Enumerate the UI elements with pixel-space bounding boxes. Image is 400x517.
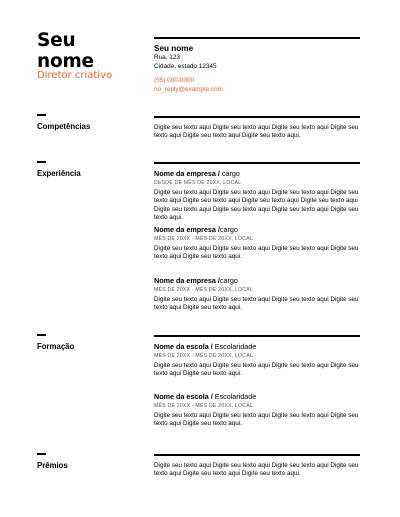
education-description: Digite seu texto aqui Digite seu texto aqui Digite seu texto aqui Digite seu texto aqui Digite seu texto aqui.	[154, 362, 359, 378]
job-entry	[154, 169, 360, 222]
job-heading: Nome da empresa /cargo	[154, 225, 238, 234]
awards-section	[154, 462, 360, 479]
education-divider	[154, 335, 360, 337]
awards-divider	[154, 454, 360, 456]
skills-marker	[37, 114, 46, 116]
education-dates: MÊS DE 20XX - MÊS DE 20XX, LOCAL	[154, 403, 253, 409]
job-company: Nome da empresa	[154, 276, 216, 285]
experience-divider	[154, 162, 360, 164]
job-heading: Nome da empresa /cargo	[154, 276, 238, 285]
contact-email[interactable]: no_reply@example.com	[154, 85, 224, 93]
job-description: Digite seu texto aqui Digite seu texto aqui Digite seu texto aqui Digite seu texto aqui Digite seu texto aqui.	[154, 296, 359, 312]
awards-title: Prêmios	[37, 461, 68, 470]
contact-name: Seu nome	[154, 44, 194, 53]
skills-divider	[154, 116, 360, 118]
contact-city: Cidade, estado 12345	[154, 62, 217, 70]
job-company: Nome da empresa	[154, 169, 216, 178]
candidate-name	[37, 30, 94, 72]
education-description: Digite seu texto aqui Digite seu texto aqui Digite seu texto aqui Digite seu texto aqui Digite seu texto aqui.	[154, 412, 359, 428]
job-description: Digite seu texto aqui Digite seu texto aqui Digite seu texto aqui Digite seu texto aqui Digite seu texto aqui Digite seu texto aqui Digite seu texto aqui Digite seu texto aqui Digite seu texto aqui Digite seu texto aqui Digite seu texto aqui.	[154, 189, 359, 221]
job-dates: DESDE DE MÊS DE 20XX, LOCAL	[154, 180, 242, 186]
candidate-name-line1: Seu	[37, 30, 76, 51]
awards-marker	[37, 453, 46, 455]
education-entry	[154, 392, 360, 429]
education-entry	[154, 342, 360, 379]
education-heading: Nome da escola / Escolaridade	[154, 392, 257, 401]
job-dates: MÊS DE 20XX - MÊS DE 20XX, LOCAL	[154, 236, 253, 242]
job-entry	[154, 276, 360, 313]
education-school: Nome da escola	[154, 342, 209, 351]
education-school: Nome da escola	[154, 392, 209, 401]
contact-street: Rua, 123	[154, 54, 180, 61]
experience-marker	[37, 161, 46, 163]
job-description: Digite seu texto aqui Digite seu texto aqui Digite seu texto aqui Digite seu texto aqui Digite seu texto aqui.	[154, 245, 359, 261]
education-title: Formação	[37, 342, 75, 351]
education-dates: MÊS DE 20XX - MÊS DE 20XX, LOCAL	[154, 353, 253, 359]
job-company: Nome da empresa	[154, 225, 216, 234]
job-role: cargo	[221, 169, 240, 178]
education-degree: Escolaridade	[214, 342, 257, 351]
job-role: cargo	[219, 276, 238, 285]
skills-text: Digite seu texto aqui Digite seu texto aqui Digite seu texto aqui Digite seu texto aqui Digite seu texto aqui Digite seu texto aqui.	[154, 124, 359, 140]
contact-divider	[154, 37, 360, 39]
experience-title: Experiência	[37, 169, 81, 178]
skills-title: Competências	[37, 122, 91, 131]
contact-block	[154, 43, 223, 94]
job-dates: MÊS DE 20XX - MÊS DE 20XX, LOCAL	[154, 287, 253, 293]
job-heading: Nome da empresa / cargo	[154, 169, 240, 178]
skills-section	[154, 124, 360, 141]
candidate-role: Diretor criativo	[37, 70, 113, 81]
awards-text: Digite seu texto aqui Digite seu texto aqui Digite seu texto aqui Digite seu texto aqui Digite seu texto aqui Digite seu texto aqui.	[154, 462, 359, 478]
job-entry	[154, 225, 360, 262]
education-marker	[37, 334, 46, 336]
education-degree: Escolaridade	[214, 392, 257, 401]
contact-phone: (55) 000-0000	[154, 77, 195, 84]
job-role: cargo	[219, 225, 238, 234]
candidate-name-line2: nome	[37, 51, 94, 72]
education-heading: Nome da escola / Escolaridade	[154, 342, 257, 351]
